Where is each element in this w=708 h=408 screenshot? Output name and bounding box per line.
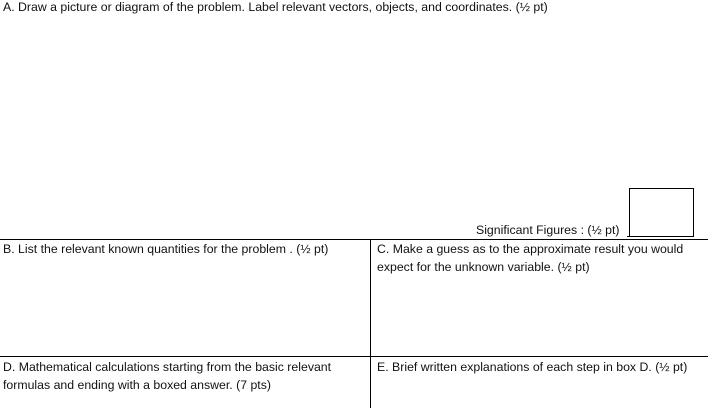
section-c-answer-area[interactable]	[371, 278, 708, 356]
divider-bc-bottom	[0, 356, 708, 357]
section-a-drawing-area[interactable]	[0, 18, 708, 238]
sig-figs-label: Significant Figures : (½ pt)	[476, 223, 620, 237]
section-c-heading: C. Make a guess as to the approximate result you would expect for the unknown variable. (½ pt)	[377, 242, 684, 274]
section-d-heading: D. Mathematical calculations starting from the basic relevant formulas and ending with a boxed answer. (7 pts)	[3, 360, 332, 392]
section-d-answer-area[interactable]	[0, 394, 370, 408]
sig-figs-answer-box[interactable]	[629, 188, 694, 237]
sig-figs-underline	[627, 236, 631, 237]
section-b-answer-area[interactable]	[0, 258, 370, 356]
section-e-answer-area[interactable]	[371, 394, 708, 408]
section-b-heading: B. List the relevant known quantities for the problem . (½ pt)	[3, 242, 329, 256]
section-a-heading: A. Draw a picture or diagram of the problem. Label relevant vectors, objects, and coordinates. (½ pt)	[3, 0, 548, 14]
section-e-heading: E. Brief written explanations of each step in box D. (½ pt)	[377, 360, 688, 374]
